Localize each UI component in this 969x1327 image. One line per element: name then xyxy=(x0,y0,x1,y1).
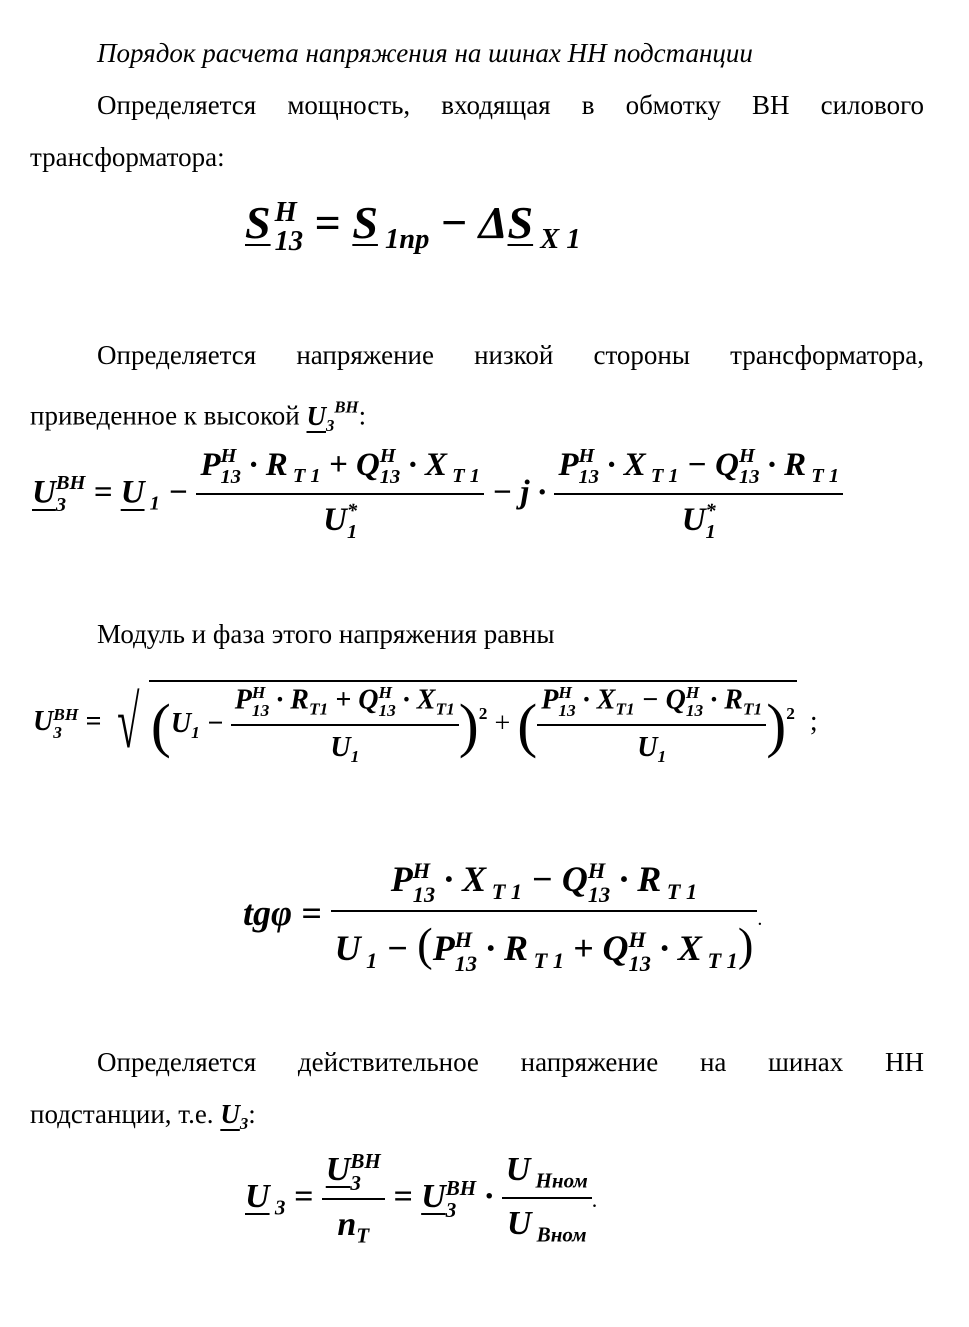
paragraph-4-line-1: Определяется действительное напряжение на шинах НН xyxy=(97,1047,924,1077)
paragraph-2-line-1: Определяется напряжение низкой стороны трансформатора, xyxy=(97,340,924,370)
paragraph-2-symbol-sup: ВН xyxy=(334,397,359,416)
paragraph-4-line-2 xyxy=(30,1097,256,1141)
equation-complex-voltage: U ВН 3 = U $_1$ − P H 13 · R $_{T 1}$ + Q H 13 · X $_{T 1}$ U * 1 − j · P H 13 · X $_{T 1}$ − Q H 13 · R $_{T 1}$ U * 1 xyxy=(32,446,843,544)
paragraph-2-text: приведенное к высокой xyxy=(30,400,307,431)
equation-voltage-modulus: U ВН 3 = √ ($U_1$ − P H 13 · $R_{T1} + Q$ H 13 · $X_{T1}$ $U_1$ )$^2$ + ( P H 13 · $X_{T1} - Q$ H 13 · $R_{T1}$ $U_1$ )$^2$ ; xyxy=(33,680,818,768)
paragraph-1-line-1: Определяется мощность, входящая в обмотку ВН силового xyxy=(97,90,924,120)
paragraph-4-colon: : xyxy=(248,1099,256,1129)
equation-semicolon: ; xyxy=(809,706,818,738)
paragraph-4-text: подстанции, т.е. xyxy=(30,1099,221,1129)
tg-phi-symbol: tgφ xyxy=(243,892,293,933)
equation-5-period: . xyxy=(591,1187,598,1213)
equation-power-balance: S H 13 = S $_{1nр}$ − ΔS $_{X 1}$ xyxy=(245,196,581,258)
paragraph-2-colon: : xyxy=(358,400,367,431)
equation-actual-voltage: U $_3$ = U ВН 3 $n_T$ = U ВН 3 · $\frac{U _{Нном}}{U _{Вном}}$ . xyxy=(245,1149,598,1248)
equation-4-period: . xyxy=(757,907,763,930)
equation-phase-tangent: tgφ = P H 13 · X $_{T 1}$ − Q H 13 · R $_{T 1}$ U $_1$ − (P H 13 · R $_{T 1}$ + Q H 13 · X $_{T 1}$) . xyxy=(243,858,763,976)
paragraph-2-line-2 xyxy=(30,390,366,442)
paragraph-4-symbol: U xyxy=(220,1099,240,1129)
paragraph-3: Модуль и фаза этого напряжения равны xyxy=(97,619,555,649)
paragraph-4-symbol-sub: 3 xyxy=(239,1113,249,1133)
paragraph-2-symbol-sub: 3 xyxy=(326,415,335,435)
section-heading: Порядок расчета напряжения на шинах НН подстанции xyxy=(97,38,753,68)
paragraph-2-symbol: U xyxy=(306,400,326,431)
paragraph-1-line-2: трансформатора: xyxy=(30,142,225,172)
